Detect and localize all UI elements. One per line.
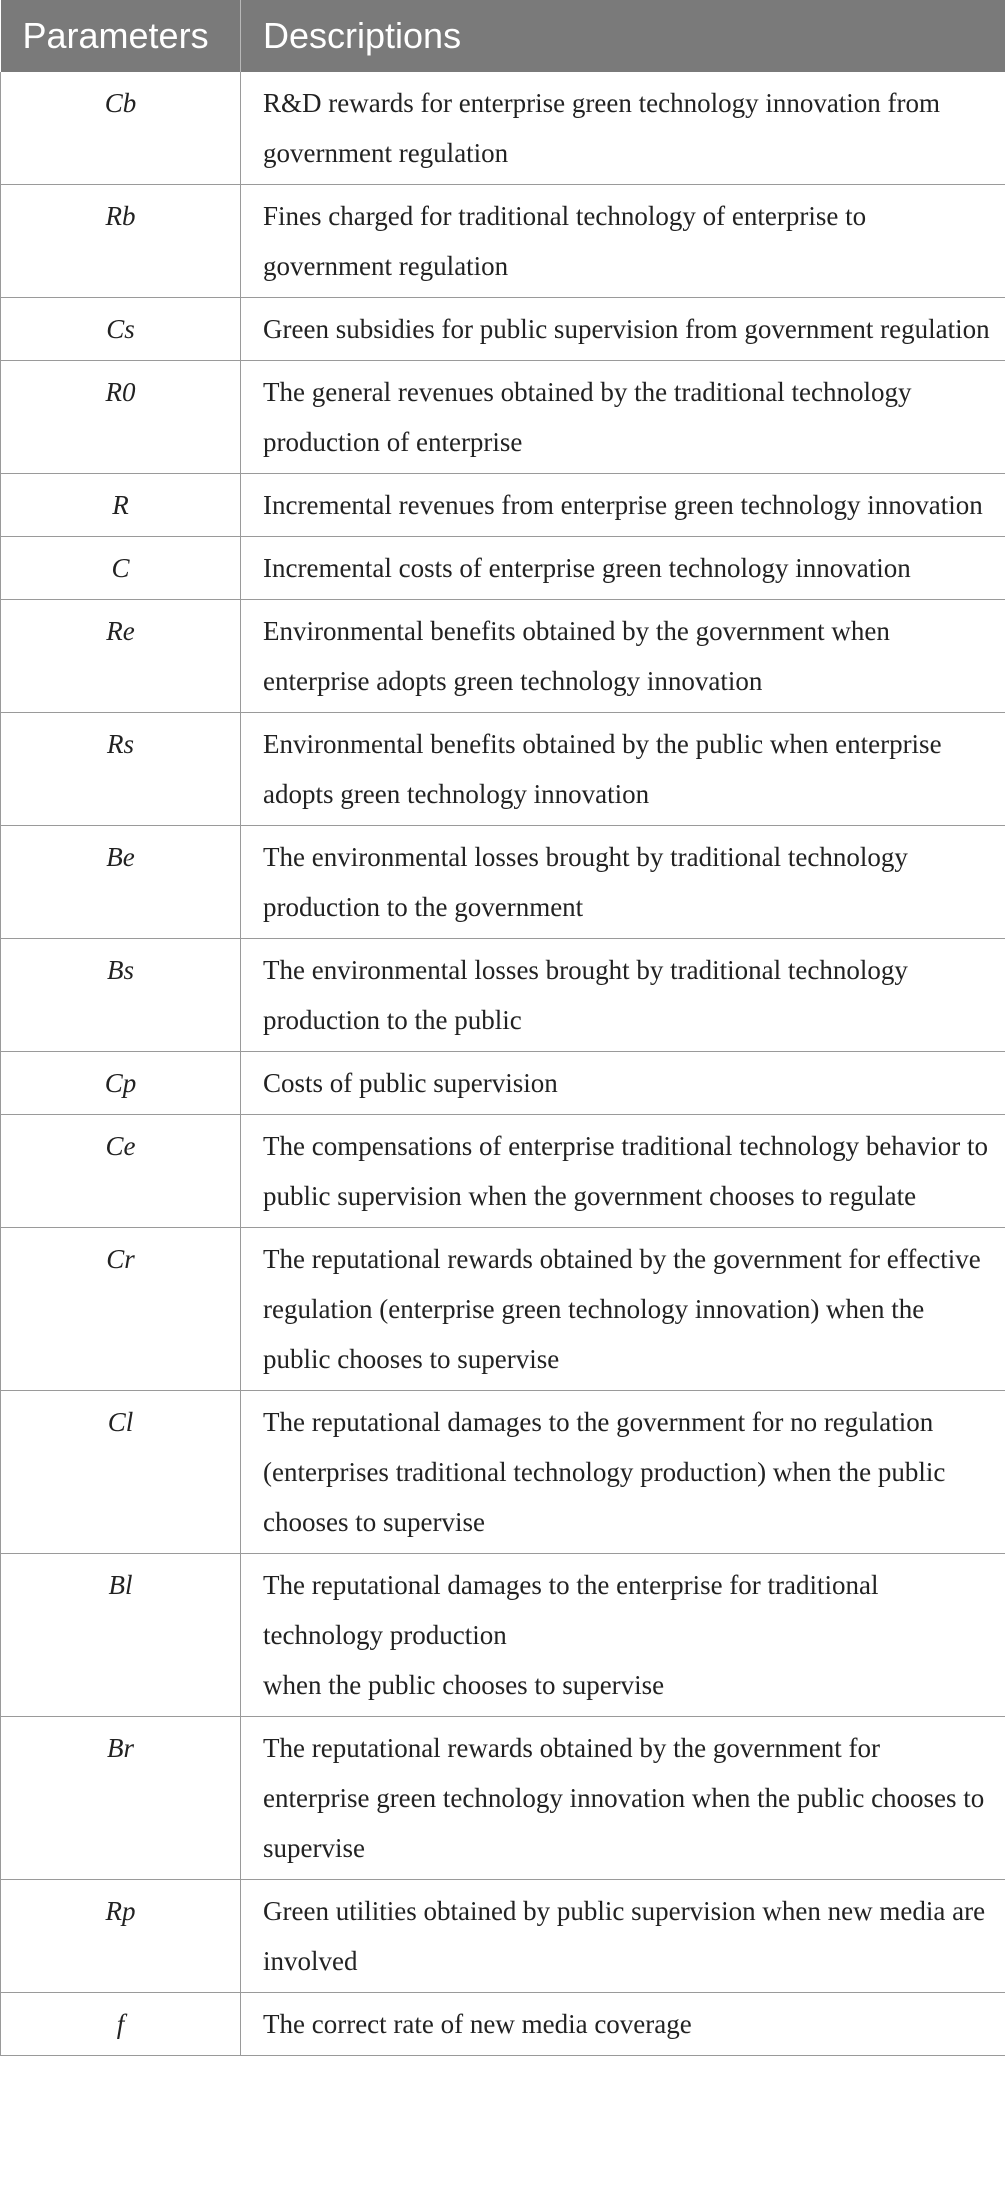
description-cell <box>241 1228 1005 1391</box>
description-cell <box>241 600 1005 713</box>
description-text: Environmental benefits obtained by the public when enterprise adopts green technology innovation <box>263 729 942 809</box>
description-text: Green subsidies for public supervision from government regulation <box>263 314 990 344</box>
parameter-cell: R <box>1 474 241 537</box>
parameter-cell: Cl <box>1 1391 241 1554</box>
table-row <box>1 537 1005 600</box>
table-row <box>1 1993 1005 2056</box>
description-cell <box>241 1554 1005 1717</box>
table-row <box>1 361 1005 474</box>
description-cell <box>241 474 1005 537</box>
description-text: The compensations of enterprise traditional technology behavior to public supervision when the government chooses to regulate <box>263 1131 989 1211</box>
table-row <box>1 1554 1005 1717</box>
parameter-cell: Cs <box>1 298 241 361</box>
description-cell <box>241 1391 1005 1554</box>
parameter-cell: Cr <box>1 1228 241 1391</box>
parameter-cell: Ce <box>1 1115 241 1228</box>
parameter-cell: Bl <box>1 1554 241 1717</box>
description-text: when the public chooses to supervise <box>263 1670 665 1700</box>
description-text: Costs of public supervision <box>263 1068 558 1098</box>
description-text: Incremental revenues from enterprise green technology innovation <box>263 490 983 520</box>
table-row <box>1 1717 1005 1880</box>
description-cell <box>241 939 1005 1052</box>
description-text: The reputational rewards obtained by the government for enterprise green technology innovation when the public chooses to supervise <box>263 1733 985 1863</box>
description-text: The environmental losses brought by traditional technology production to the public <box>263 955 908 1035</box>
table-row <box>1 1228 1005 1391</box>
table-row <box>1 939 1005 1052</box>
parameter-cell: f <box>1 1993 241 2056</box>
description-cell <box>241 1880 1005 1993</box>
table-row <box>1 1052 1005 1115</box>
parameter-cell: Cp <box>1 1052 241 1115</box>
description-text: Fines charged for traditional technology of enterprise to government regulation <box>263 201 867 281</box>
table-row <box>1 600 1005 713</box>
table-body <box>1 72 1005 2056</box>
parameter-cell: Rs <box>1 713 241 826</box>
description-cell <box>241 826 1005 939</box>
table-row <box>1 1115 1005 1228</box>
description-cell <box>241 1993 1005 2056</box>
description-text: The general revenues obtained by the traditional technology production of enterprise <box>263 377 912 457</box>
description-text: The reputational damages to the government for no regulation (enterprises traditional technology production) when the public chooses to supervise <box>263 1407 946 1537</box>
table-row <box>1 713 1005 826</box>
description-cell <box>241 1052 1005 1115</box>
description-text: Green utilities obtained by public supervision when new media are involved <box>263 1896 986 1976</box>
description-text: The environmental losses brought by traditional technology production to the government <box>263 842 908 922</box>
description-text: R&D rewards for enterprise green technology innovation from government regulation <box>263 88 941 168</box>
description-cell <box>241 298 1005 361</box>
table-row <box>1 1391 1005 1554</box>
description-text: The reputational damages to the enterprise for traditional technology production <box>263 1570 879 1650</box>
parameter-cell: C <box>1 537 241 600</box>
description-cell <box>241 361 1005 474</box>
parameter-cell: Br <box>1 1717 241 1880</box>
parameter-cell: Rb <box>1 185 241 298</box>
description-text: Environmental benefits obtained by the government when enterprise adopts green technology innovation <box>263 616 890 696</box>
table-row <box>1 474 1005 537</box>
header-descriptions: Descriptions <box>241 0 1005 72</box>
parameter-cell: R0 <box>1 361 241 474</box>
parameter-cell: Be <box>1 826 241 939</box>
table-row <box>1 298 1005 361</box>
description-cell <box>241 713 1005 826</box>
parameter-cell: Cb <box>1 72 241 185</box>
header-parameters: Parameters <box>1 0 241 72</box>
description-text: The correct rate of new media coverage <box>263 2009 692 2039</box>
description-cell <box>241 72 1005 185</box>
table-header <box>1 0 1005 72</box>
description-text: The reputational rewards obtained by the government for effective regulation (enterprise green technology innovation) when the public chooses to supervise <box>263 1244 981 1374</box>
description-cell <box>241 185 1005 298</box>
table-row <box>1 72 1005 185</box>
parameter-cell: Re <box>1 600 241 713</box>
table-row <box>1 185 1005 298</box>
header-row <box>1 0 1005 72</box>
table-row <box>1 1880 1005 1993</box>
parameter-cell: Rp <box>1 1880 241 1993</box>
parameter-cell: Bs <box>1 939 241 1052</box>
table-row <box>1 826 1005 939</box>
description-cell <box>241 1717 1005 1880</box>
description-cell <box>241 537 1005 600</box>
description-cell <box>241 1115 1005 1228</box>
description-text: Incremental costs of enterprise green technology innovation <box>263 553 911 583</box>
